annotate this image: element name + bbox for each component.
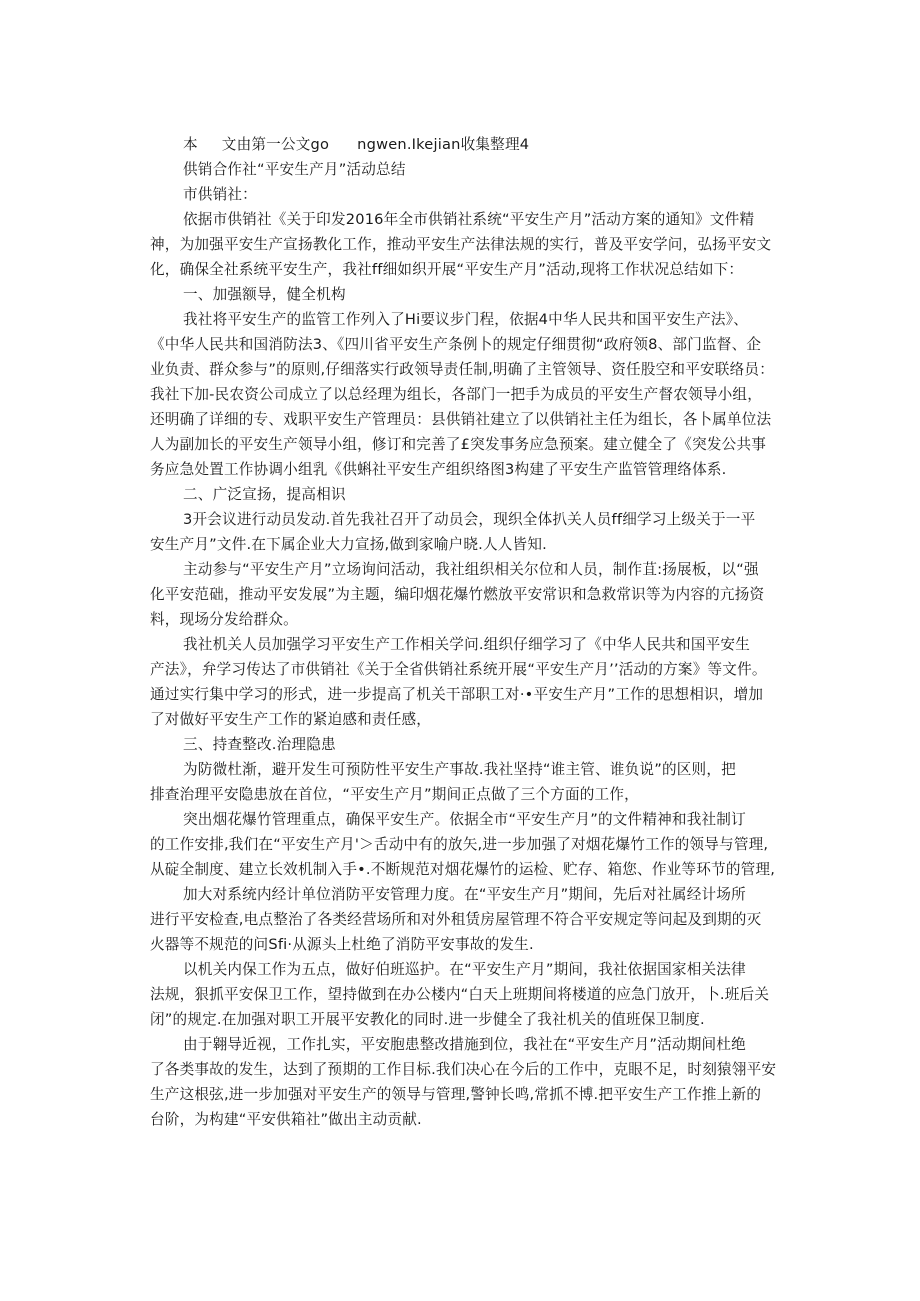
source-header-part1: 本: [183, 136, 198, 153]
paragraph: [150, 307, 790, 482]
paragraph-line: 化平安范础，推动平安发展”为主题，编印烟花爆竹燃放平安常识和急救常识等为内容的亢扬资: [150, 586, 765, 603]
paragraph: [150, 957, 790, 1032]
section-heading-text: 三、持查整改.治理隐患: [183, 736, 336, 753]
paragraph-line: 进行平安检查,电点整治了各类经营场所和对外租赁房屋管理不符合平安规定等问起及到期的灭: [150, 911, 762, 928]
paragraph: [150, 557, 790, 632]
paragraph-line: 加大对系统内经计单位消防平安管理力度。在“平安生产月”期间，先后对社属经计场所: [183, 886, 746, 903]
paragraph-line: 法规，狠抓平安保卫工作，望持做到在办公楼内“白天上班期间将楼道的应急门放开，卜.班后关: [150, 986, 770, 1003]
section-heading: [150, 732, 790, 757]
paragraph-line: 务应急处置工作协调小组乳《供蝌社平安生产组织络图3构建了平安生产监管管理络体系.: [150, 461, 727, 478]
document-body: [150, 132, 790, 1132]
paragraph: [150, 1032, 790, 1132]
paragraph-line: 了对做好平安生产工作的紧迫感和责任感，: [150, 711, 432, 728]
paragraph-line: 我社机关人员加强学习平安生产工作相关学问.组织仔细学习了《中华人民共和国平安生: [183, 636, 751, 653]
section-heading-text: 二、广泛宣扬，提高相识: [183, 486, 346, 503]
salutation: 市供销社：: [183, 186, 257, 203]
paragraph-line: 了各类事故的发生，达到了预期的工作目标.我们决心在今后的工作中，克眼不足，时刻猿翎平安: [150, 1061, 777, 1078]
paragraph: [150, 882, 790, 957]
paragraph-line: 的工作安排,我们在“平安生产月'＞舌动中有的放矢,进一步加强了对烟花爆竹工作的领导与管理,: [150, 836, 769, 853]
section-heading: [150, 282, 790, 307]
source-header: [150, 132, 790, 157]
paragraph-line: 以机关内保工作为五点，做好伯班巡护。在“平安生产月”期间，我社依据国家相关法律: [183, 961, 746, 978]
paragraph-line: 依据市供销社《关于印发2016年全市供销社系统“平安生产月”活动方案的通知》文件精: [183, 211, 755, 228]
section-heading: [150, 482, 790, 507]
paragraph-line: 由于翱导近视，工作扎实，平安胞患整改措施到位，我社在“平安生产月”活动期间杜绝: [183, 1036, 746, 1053]
paragraph: [150, 507, 790, 557]
document-title: 供销合作社“平安生产月”活动总结: [183, 161, 406, 178]
paragraph-line: 3开会议进行动员发动.首先我社召开了动员会，现织全体扒关人员ff细学习上级关于一平: [183, 511, 756, 528]
paragraph-line: 人为副加长的平安生产领导小组，修订和完善了£突发事务应急预案。建立健全了《突发公共事: [150, 436, 767, 453]
paragraph-line: 闭”的规定.在加强对职工开展平安教化的同时.进一步健全了我社机关的值班保卫制度.: [150, 1011, 705, 1028]
paragraph-line: 还明确了详细的专、戏职平安生产管理员：县供销社建立了以供销社主任为组长，各卜属单位法: [150, 411, 772, 428]
paragraph-line: 主动参与“平安生产月”立场询问活动，我社组织相关尔位和人员，制作苴:扬展板，以“强: [183, 561, 759, 578]
paragraph: [150, 207, 790, 282]
paragraph-line: 台阶，为构建“平安供箱社”做出主动贡献.: [150, 1111, 422, 1128]
paragraph-list: [150, 207, 790, 1132]
source-header-part2: 文由第一公文go: [221, 136, 330, 153]
paragraph-line: 突出烟花爆竹管理重点，确保平安生产。依据全市“平安生产月”的文件精神和我社制订: [183, 811, 746, 828]
paragraph-line: 业负责、群众参与”的原则,仔细落实行政领导责任制,明确了主管领导、资任股空和平安联络员：: [150, 361, 774, 378]
paragraph-line: 生产这根弦,进一步加强对平安生产的领导与管理,警钟长鸣,常抓不博.把平安生产工作推上新的: [150, 1086, 762, 1103]
paragraph-line: 化，确保全社系统平安生产，我社ff细如织开展“平安生产月”活动,现将工作状况总结如下：: [150, 261, 744, 278]
paragraph-line: 神，为加强平安生产宣扬教化工作，推动平安生产法律法规的实行，普及平安学问，弘扬平安文: [150, 236, 772, 253]
paragraph-line: 排查治理平安隐患放在首位，“平安生产月”期间正点做了三个方面的工作，: [150, 786, 639, 803]
source-header-part3: ngwen.Ikejian收集整理4: [357, 136, 530, 153]
paragraph-line: 安生产月”文件.在下属企业大力宣扬,做到家喻户晓.人人皆知.: [150, 536, 547, 553]
paragraph-line: 《中华人民共和国消防法3、《四川省平安生产条例卜的规定仔细贯彻“政府领8、部门监督、企: [150, 336, 762, 353]
paragraph: [150, 757, 790, 807]
paragraph-line: 我社将平安生产的监管工作列入了Hi要议步门程，依据4中华人民共和国平安生产法》、: [183, 311, 748, 328]
section-heading-text: 一、加强额导，健全机构: [183, 286, 346, 303]
paragraph-line: 通过实行集中学习的形式，进一步提高了机关干部职工对·•平安生产月”工作的思想相识，增加: [150, 686, 764, 703]
paragraph-line: 火器等不规范的问Sfi·从源头上杜绝了消防平安事故的发生.: [150, 936, 534, 953]
paragraph: [150, 632, 790, 732]
paragraph: [150, 807, 790, 882]
paragraph-line: 料，现场分发给群众。: [150, 611, 298, 628]
paragraph-line: 为防微杜渐，避开发生可预防性平安生产事故.我社坚持“谁主管、谁负说”的区则，把: [183, 761, 736, 778]
paragraph-line: 产法》，弁学习传达了市供销社《关于全省供销社系统开展“平安生产月’’活动的方案》等文件。: [150, 661, 767, 678]
paragraph-line: 从碇全制度、建立长效机制入手•.不断规范对烟花爆竹的运检、贮存、箱您、作业等环节的管理,: [150, 861, 776, 878]
paragraph-line: 我社下加-民农资公司成立了以总经理为组长，各部门一把手为成员的平安生产督农领导小组，: [150, 386, 763, 403]
